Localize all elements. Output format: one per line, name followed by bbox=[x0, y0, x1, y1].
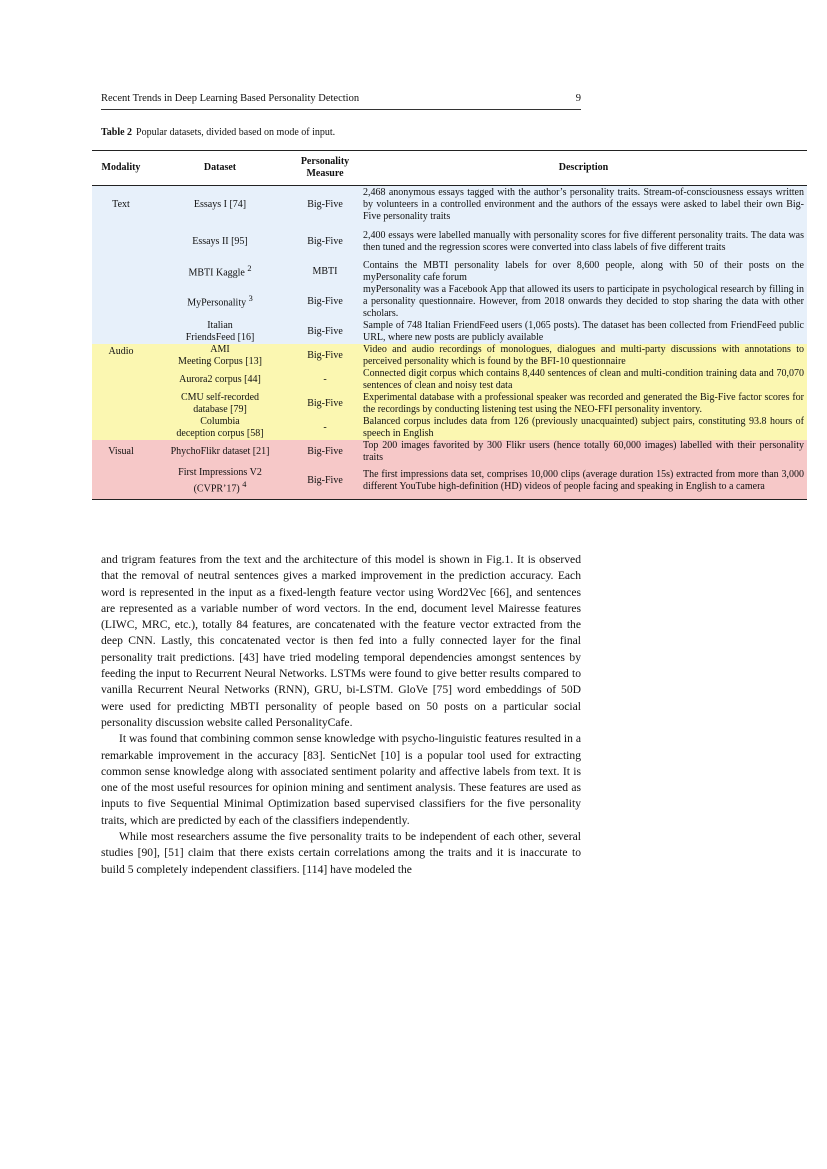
cell-description: myPersonality was a Facebook App that allowed its users to participate in psychological research by filling in a personality questionnaire. However, from 2018 onwards they decided to stop sharing the data with other scholars. bbox=[360, 284, 807, 320]
cell-dataset-line2: deception corpus [58] bbox=[176, 427, 264, 439]
cell-measure: Big-Five bbox=[290, 464, 360, 500]
cell-dataset-line1: First Impressions V2 bbox=[178, 467, 262, 479]
cell-dataset-line1: Italian bbox=[207, 319, 233, 331]
table-row bbox=[92, 416, 807, 440]
col-header-dataset: Dataset bbox=[150, 151, 290, 186]
running-title: Recent Trends in Deep Learning Based Personality Detection bbox=[101, 93, 360, 104]
cell-dataset-line1: Columbia bbox=[200, 415, 240, 427]
page-number: 9 bbox=[575, 93, 581, 104]
cell-modality bbox=[92, 368, 150, 392]
cell-dataset: PhychoFlikr dataset [21] bbox=[150, 440, 290, 464]
cell-dataset bbox=[150, 320, 290, 344]
col-header-measure-text: Personality Measure bbox=[300, 156, 350, 179]
cell-measure: Big-Five bbox=[290, 284, 360, 320]
cell-description: 2,468 anonymous essays tagged with the author’s personality traits. Stream-of-consciousness essays written by volunteers in a controlled environment and the authors of the essays were asked to label their own Big-Five personality traits bbox=[360, 186, 807, 224]
cell-modality: Text bbox=[92, 186, 150, 224]
table-row bbox=[92, 224, 807, 260]
cell-dataset-line2: (CVPR’17) bbox=[193, 483, 240, 495]
cell-modality bbox=[92, 284, 150, 320]
cell-description: Connected digit corpus which contains 8,440 sentences of clean and multi-condition training data and 70,070 sentences of clean and noisy test data bbox=[360, 368, 807, 392]
cell-modality: Audio bbox=[92, 344, 150, 368]
table-row bbox=[92, 368, 807, 392]
cell-description: Contains the MBTI personality labels for over 8,600 people, along with 50 of their posts on the myPersonality cafe forum bbox=[360, 260, 807, 284]
cell-measure: Big-Five bbox=[290, 320, 360, 344]
table-row bbox=[92, 392, 807, 416]
cell-modality bbox=[92, 392, 150, 416]
cell-modality: Visual bbox=[92, 440, 150, 464]
cell-dataset-line2: Meeting Corpus [13] bbox=[178, 355, 262, 367]
cell-dataset-line1: CMU self-recorded bbox=[180, 391, 260, 403]
cell-description: The first impressions data set, comprises 10,000 clips (average duration 15s) extracted from more than 3,000 different YouTube high-definition (HD) videos of people facing and speaking in English to a camera bbox=[360, 464, 807, 500]
cell-dataset bbox=[150, 392, 290, 416]
cell-dataset-name: MyPersonality bbox=[187, 297, 247, 309]
table-row bbox=[92, 464, 807, 500]
cell-measure: Big-Five bbox=[290, 440, 360, 464]
col-header-modality: Modality bbox=[92, 151, 150, 186]
cell-measure: Big-Five bbox=[290, 186, 360, 224]
cell-description: Experimental database with a professional speaker was recorded and generated the Big-Five factor scores for the recordings by conducting listening test using the NEO-FFI personality inventory. bbox=[360, 392, 807, 416]
table-caption-text: Popular datasets, divided based on mode of input. bbox=[136, 127, 336, 138]
table-row bbox=[92, 344, 807, 368]
table-label: Table 2 bbox=[101, 127, 133, 138]
body-text bbox=[101, 552, 581, 878]
table-header-row bbox=[92, 151, 807, 186]
cell-dataset-line2: database [79] bbox=[193, 403, 247, 415]
cell-modality bbox=[92, 260, 150, 284]
paragraph: While most researchers assume the five personality traits to be independent of each other, several studies [90], [51] claim that there exists certain correlations among the traits and it is inaccurate to build 5 completely independent classifiers. [114] have modeled the bbox=[101, 830, 581, 876]
table-row bbox=[92, 440, 807, 464]
cell-dataset: Essays II [95] bbox=[150, 224, 290, 260]
cell-dataset-line1: AMI bbox=[210, 343, 230, 355]
cell-measure: - bbox=[290, 416, 360, 440]
cell-measure: MBTI bbox=[290, 260, 360, 284]
cell-dataset-name: MBTI Kaggle bbox=[188, 267, 245, 279]
cell-dataset bbox=[150, 416, 290, 440]
cell-measure: Big-Five bbox=[290, 344, 360, 368]
cell-dataset-line2: FriendsFeed [16] bbox=[185, 331, 255, 343]
cell-modality bbox=[92, 464, 150, 500]
table-row bbox=[92, 284, 807, 320]
col-header-description: Description bbox=[360, 151, 807, 186]
cell-measure: - bbox=[290, 368, 360, 392]
cell-dataset bbox=[150, 284, 290, 320]
footnote-marker: 4 bbox=[242, 480, 247, 490]
cell-description: Top 200 images favorited by 300 Flikr users (hence totally 60,000 images) labelled with their personality traits bbox=[360, 440, 807, 464]
cell-modality bbox=[92, 320, 150, 344]
cell-description: Balanced corpus includes data from 126 (previously unacquainted) subject pairs, constituting 93.8 hours of speech in English bbox=[360, 416, 807, 440]
cell-dataset bbox=[150, 344, 290, 368]
footnote-marker: 2 bbox=[247, 264, 252, 274]
cell-dataset: Aurora2 corpus [44] bbox=[150, 368, 290, 392]
cell-measure: Big-Five bbox=[290, 224, 360, 260]
cell-dataset bbox=[150, 260, 290, 284]
table-row bbox=[92, 260, 807, 284]
paragraph: and trigram features from the text and the architecture of this model is shown in Fig.1. It is observed that the removal of neutral sentences gives a marked improvement in the prediction accuracy. Each word is represented in the input as a fixed-length feature vector using Word2Vec [66], and sentences are represented as a variable number of word vectors. In the end, document level Mairesse features (LIWC, MRC, etc.), totally 84 features, are concatenated with the feature vector extracted from the deep CNN. Lastly, this concatenated vector is then fed into a fully connected layer for the final personality trait predictions. [43] have tried modeling temporal dependencies amongst sentences by feeding the input to Recurrent Neural Networks. LSTMs were found to give better results compared to vanilla Recurrent Neural Networks (RNN), GRU, bi-LSTM. GloVe [75] word embeddings of 50D were used for predicting MBTI personality of people based on 50 posts on a particular social personality discussion website called PersonalityCafe. bbox=[101, 553, 581, 729]
cell-dataset bbox=[150, 464, 290, 500]
cell-description: Sample of 748 Italian FriendFeed users (1,065 posts). The dataset has been collected from FriendFeed public URL, where new posts are publicly available bbox=[360, 320, 807, 344]
footnote-marker: 3 bbox=[248, 294, 253, 304]
running-header bbox=[101, 92, 581, 110]
paragraph: It was found that combining common sense knowledge with psycho-linguistic features resulted in a remarkable improvement in the accuracy [83]. SenticNet [10] is a popular tool used for extracting common sense knowledge along with associated sentiment polarity and affective labels from text. It is one of the most useful resources for opinion mining and sentiment analysis. These features are used as inputs to five Sequential Minimal Optimization based supervised classifiers for the five personality traits, which are predicted by each of the classifiers independently. bbox=[101, 732, 581, 827]
cell-modality bbox=[92, 224, 150, 260]
cell-modality bbox=[92, 416, 150, 440]
col-header-measure bbox=[290, 151, 360, 186]
cell-dataset: Essays I [74] bbox=[150, 186, 290, 224]
cell-description: 2,400 essays were labelled manually with personality scores for five different personality traits. The data was then tuned and the regression scores were converted into class labels of five different traits bbox=[360, 224, 807, 260]
table-row bbox=[92, 186, 807, 224]
table-row bbox=[92, 320, 807, 344]
table-caption bbox=[101, 127, 335, 138]
datasets-table bbox=[92, 150, 807, 500]
cell-measure: Big-Five bbox=[290, 392, 360, 416]
cell-description: Video and audio recordings of monologues, dialogues and multi-party discussions with annotations to perceived personality which is found by the BFI-10 questionnaire bbox=[360, 344, 807, 368]
